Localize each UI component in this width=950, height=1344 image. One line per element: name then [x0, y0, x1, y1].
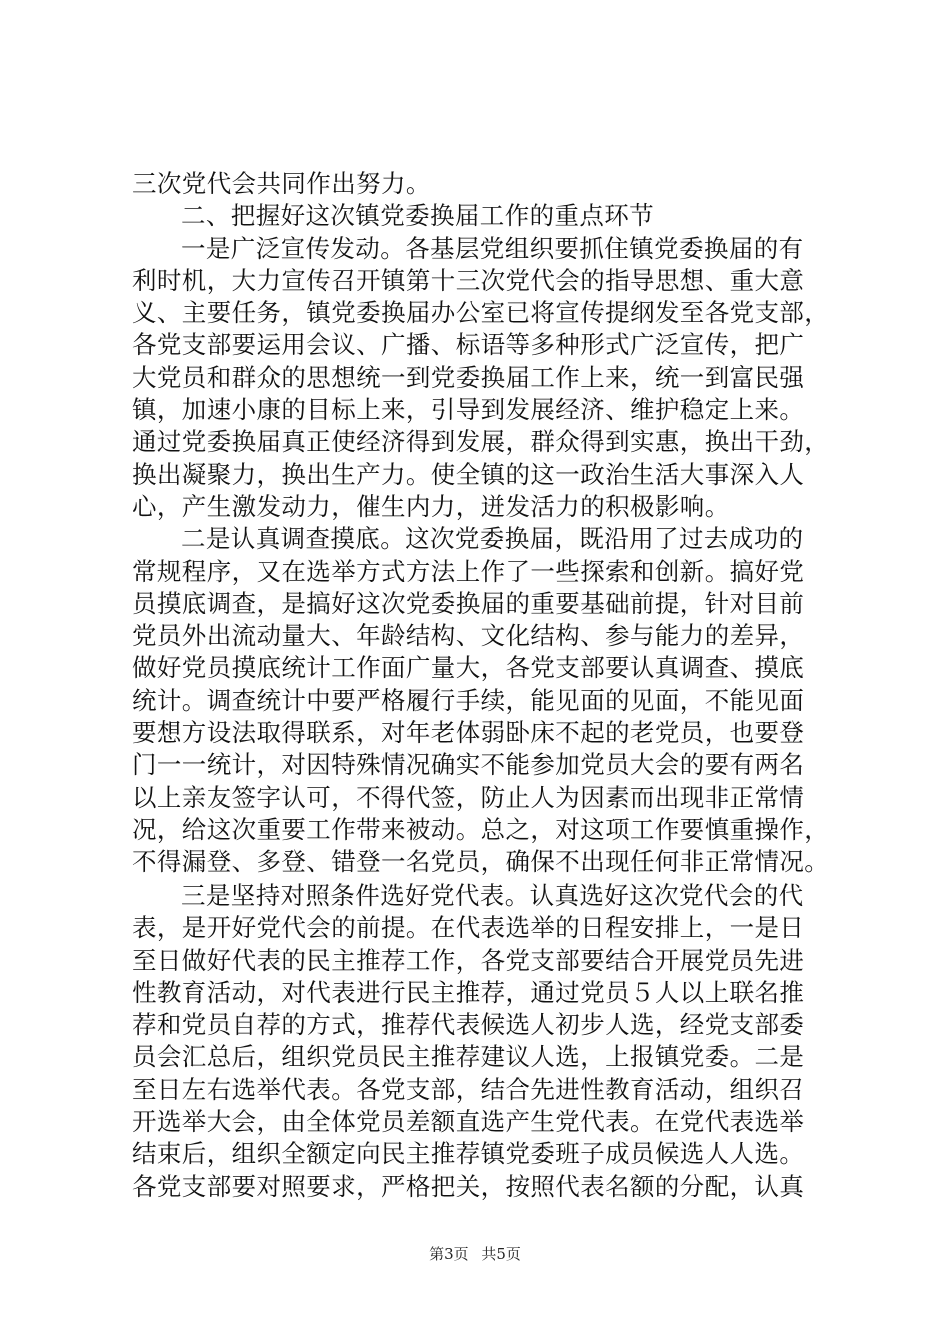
text-line: 各党支部要对照要求，严格把关，按照代表名额的分配，认真: [132, 1171, 805, 1201]
text-line: 镇，加速小康的目标上来，引导到发展经济、维护稳定上来。: [132, 395, 805, 425]
text-line: 统计。调查统计中要严格履行手续，能见面的见面，不能见面: [132, 685, 805, 715]
text-line: 至日做好代表的民主推荐工作，各党支部要结合开展党员先进: [132, 945, 805, 975]
text-line: 换出凝聚力，换出生产力。使全镇的这一政治生活大事深入人: [132, 459, 805, 489]
text-line: 各党支部要运用会议、广播、标语等多种形式广泛宣传，把广: [132, 330, 805, 360]
text-line: 荐和党员自荐的方式，推荐代表候选人初步人选，经党支部委: [132, 1010, 805, 1040]
text-line: 党员外出流动量大、年龄结构、文化结构、参与能力的差异，: [132, 621, 805, 651]
text-line: 二是认真调查摸底。这次党委换届，既沿用了过去成功的: [181, 524, 804, 554]
text-line: 门一一统计，对因特殊情况确实不能参加党员大会的要有两名: [132, 750, 805, 780]
page-footer: [0, 1244, 950, 1264]
text-line: 大党员和群众的思想统一到党委换届工作上来，统一到富民强: [132, 362, 805, 392]
body-text-block-1: [132, 168, 844, 879]
section-heading: 二、把握好这次镇党委换届工作的重点环节: [181, 201, 655, 231]
text-line: 一是广泛宣传发动。各基层党组织要抓住镇党委换届的有: [181, 233, 804, 263]
text-line: 员摸底调查，是搞好这次党委换届的重要基础前提，针对目前: [132, 588, 805, 618]
text-line: 通过党委换届真正使经济得到发展，群众得到实惠，换出干劲，: [132, 427, 830, 457]
text-line: 至日左右选举代表。各党支部，结合先进性教育活动，组织召: [132, 1074, 805, 1104]
text-line: 不得漏登、多登、错登一名党员，确保不出现任何非正常情况。: [132, 847, 830, 877]
page-number-total: 共5页: [481, 1245, 521, 1263]
page-number-current: 第3页: [429, 1245, 469, 1263]
text-line: 结束后，组织全额定向民主推荐镇党委班子成员候选人人选。: [132, 1139, 805, 1169]
text-line: 三次党代会共同作出努力。: [132, 169, 431, 198]
text-line: 表，是开好党代会的前提。在代表选举的日程安排上，一是日: [132, 913, 805, 943]
text-line: 常规程序，又在选举方式方法上作了一些探索和创新。搞好党: [132, 556, 805, 586]
text-line: 况，给这次重要工作带来被动。总之，对这项工作要慎重操作，: [132, 814, 830, 844]
text-line: 性教育活动，对代表进行民主推荐，通过党员５人以上联名推: [132, 977, 805, 1007]
text-line: 开选举大会，由全体党员差额直选产生党代表。在党代表选举: [132, 1107, 805, 1137]
text-line: 做好党员摸底统计工作面广量大，各党支部要认真调查、摸底: [132, 653, 805, 683]
text-line: 三是坚持对照条件选好党代表。认真选好这次党代会的代: [181, 881, 804, 910]
text-line: 心，产生激发动力，催生内力，迸发活力的积极影响。: [132, 491, 730, 521]
text-line: 利时机，大力宣传召开镇第十三次党代会的指导思想、重大意: [132, 265, 805, 295]
text-line: 以上亲友签字认可，不得代签，防止人为因素而出现非正常情: [132, 782, 805, 812]
body-text-block-2: [132, 880, 844, 1203]
text-line: 员会汇总后，组织党员民主推荐建议人选，上报镇党委。二是: [132, 1042, 805, 1072]
text-line: 义、主要任务，镇党委换届办公室已将宣传提纲发至各党支部，: [132, 298, 830, 328]
text-line: 要想方设法取得联系，对年老体弱卧床不起的老党员，也要登: [132, 718, 805, 748]
